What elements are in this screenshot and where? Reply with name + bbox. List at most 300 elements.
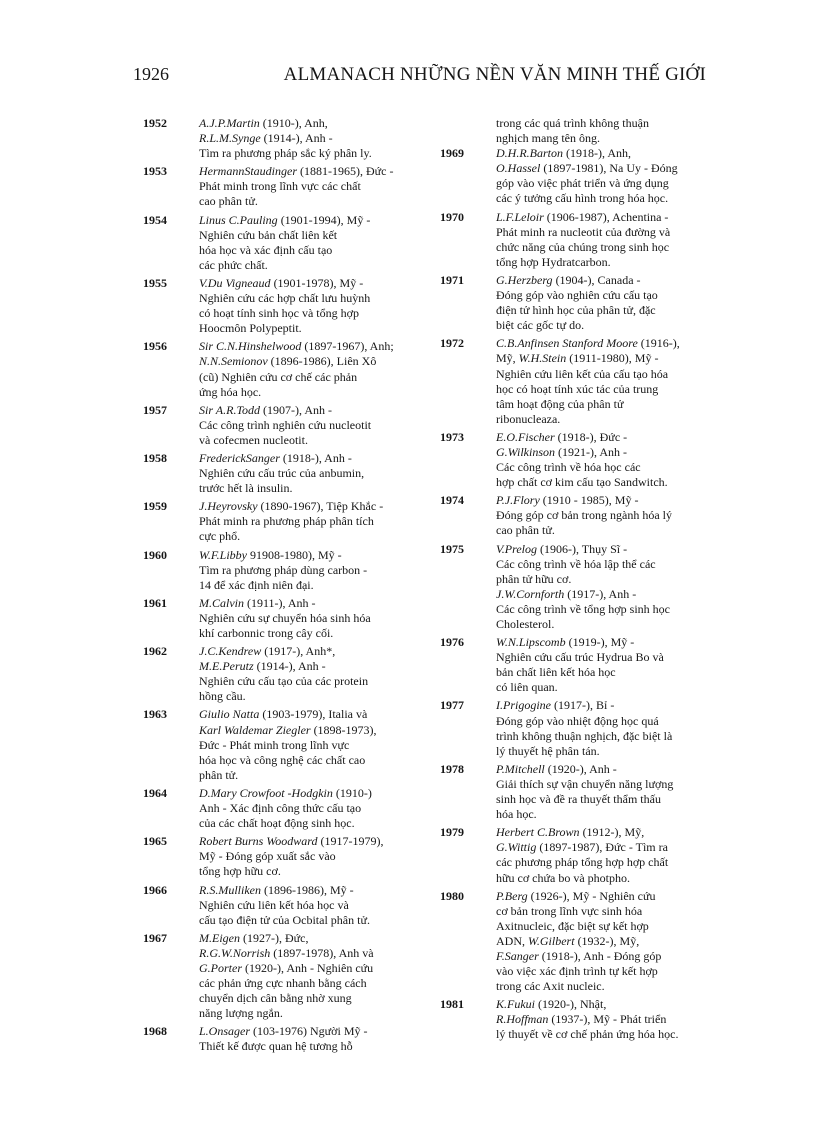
entry-segment: sinh học và đề ra thuyết thẩm thấu [496, 792, 661, 807]
entry-year: 1963 [143, 707, 167, 722]
entry-segment: khí carbonnic trong cây cối. [199, 626, 334, 640]
entry-line [199, 164, 428, 179]
entry-line [496, 303, 710, 318]
entry-segment: hóa học và xác định cấu tạo [199, 242, 333, 257]
entry-segment: cao phân tử. [496, 523, 555, 538]
entry-line [199, 213, 428, 228]
entry-text [199, 1024, 428, 1054]
entry-line [496, 475, 710, 490]
prize-entry [143, 707, 428, 782]
entry-segment: phân tử hữu cơ. [496, 571, 572, 586]
entry-segment: năng lượng ngắn. [199, 1006, 283, 1021]
entry-segment: điện tử hình học của phân tử, đặc [496, 303, 656, 318]
entry-segment: (1932-), Mỹ, [574, 933, 640, 948]
laureate-name: G.Wittig [496, 840, 537, 855]
entry-line [496, 904, 710, 919]
entry-segment: (1890-1967), Tiệp Khắc - [257, 499, 384, 514]
prize-entry [143, 276, 428, 336]
entry-segment: góp vào việc phát triển và ứng dụng [496, 176, 669, 191]
prize-entry [440, 997, 710, 1042]
entry-text [199, 596, 428, 641]
entry-segment: trong các Axit nucleic. [496, 979, 605, 994]
prize-entry [440, 762, 710, 822]
entry-year: 1975 [440, 541, 464, 556]
entry-segment: (1921-), Anh - [555, 444, 627, 459]
laureate-name: A.J.P.Martin [199, 116, 260, 130]
prize-entry [143, 451, 428, 496]
laureate-name: K.Fukui [496, 997, 535, 1012]
entry-segment: cực phổ. [199, 529, 241, 544]
entry-line [199, 659, 428, 674]
entry-segment: Nghiên cứu cấu trúc của anbumin, [199, 466, 365, 481]
entry-segment: Mỹ - Đóng góp xuất sắc vào [199, 849, 336, 864]
entry-line [199, 738, 428, 753]
entry-segment: Giải thích sự vận chuyển năng lượng [496, 776, 674, 791]
entry-line [496, 318, 710, 333]
entry-segment: Nghiên cứu cấu trúc Hydrua Bo và [496, 650, 664, 665]
entry-segment: (1918-), Anh - Đóng góp [538, 948, 662, 963]
entry-segment: (1917-), Bỉ - [551, 698, 615, 713]
entry-year: 1976 [440, 635, 464, 650]
entry-line [496, 729, 710, 744]
entry-line [496, 225, 710, 240]
entry-segment: (1919-), Mỹ - [565, 635, 635, 650]
entry-line [496, 602, 710, 617]
entry-line [199, 961, 428, 976]
entry-segment: lý thuyết về cơ chế phản ứng hóa học. [496, 1027, 679, 1042]
entry-segment: (1881-1965), Đức - [297, 164, 394, 179]
laureate-name: W.Gilbert [528, 933, 575, 948]
entry-line [199, 306, 428, 321]
laureate-name: R.L.M.Synge [199, 131, 261, 146]
entry-segment: (1927-), Đức, [240, 930, 309, 945]
entry-line [199, 514, 428, 529]
entry-line [199, 418, 428, 433]
prize-entry [440, 210, 710, 270]
entry-segment: Mỹ, [496, 351, 519, 366]
entry-text [199, 644, 428, 704]
entry-line [496, 964, 710, 979]
entry-line [199, 321, 428, 336]
entry-segment: các phản ứng cực nhanh bằng cách [199, 976, 367, 991]
entry-segment: (1914-), Anh - [260, 131, 333, 146]
entry-year: 1969 [440, 146, 464, 161]
entry-segment: Nghiên cứu sự chuyển hóa sinh hóa [199, 610, 371, 625]
entry-line [199, 674, 428, 689]
entry-line [496, 934, 710, 949]
entry-segment: cao phân tử. [199, 194, 258, 209]
entry-segment: 14 để xác định niên đại. [199, 577, 314, 592]
entry-text [496, 336, 710, 427]
prize-entry [440, 698, 710, 758]
entry-segment: (1898-1973), [310, 722, 377, 737]
entry-line [199, 466, 428, 481]
entry-segment: (1897-1967), Anh; [301, 339, 394, 354]
entry-line [199, 644, 428, 659]
page-number: 1926 [133, 64, 169, 84]
entry-year: 1968 [143, 1024, 167, 1039]
entry-segment: Tìm ra phương pháp sắc ký phân ly. [199, 146, 372, 161]
laureate-name: R.S.Mulliken [199, 882, 261, 897]
entry-line [199, 976, 428, 991]
entry-line [199, 991, 428, 1006]
entry-segment: (1897-1987), Đức - Tìm ra [536, 840, 668, 855]
laureate-name: FrederickSanger [199, 450, 280, 465]
entry-segment: Phát minh trong lĩnh vực các chất [199, 179, 361, 194]
entry-segment: (1896-1986), Liên Xô [267, 354, 377, 369]
entry-segment: cơ bản trong lĩnh vực sinh hóa [496, 903, 643, 918]
entry-segment: lý thuyết hệ phân tán. [496, 743, 600, 758]
entry-line: nghịch mang tên ông. [496, 131, 600, 146]
entry-year: 1966 [143, 882, 167, 897]
entry-segment: bản chất liên kết hóa học [496, 665, 616, 680]
entry-text [496, 889, 710, 995]
laureate-name: N.N.Semionov [199, 354, 268, 369]
entry-line [496, 460, 710, 475]
entry-line [496, 240, 710, 255]
entry-line [496, 1012, 710, 1027]
entry-line [496, 176, 710, 191]
laureate-name: R.Hoffman [496, 1012, 549, 1027]
prize-entry [143, 1024, 428, 1054]
entry-text [199, 883, 428, 928]
entry-line [496, 714, 710, 729]
entry-line [199, 385, 428, 400]
entry-segment: (1906-), Thụy Sĩ - [537, 541, 628, 556]
entry-text [496, 997, 710, 1042]
entry-text [199, 116, 428, 161]
entry-line [496, 825, 710, 840]
entry-text [199, 548, 428, 593]
entry-text [496, 210, 710, 270]
entry-segment: Nghiên cứu cấu tạo của các protein [199, 674, 369, 689]
entry-year: 1955 [143, 275, 167, 290]
entry-segment: Các công trình nghiên cứu nucleotit [199, 417, 372, 432]
entry-segment: Đức - Phát minh trong lĩnh vực [199, 737, 350, 752]
entry-segment: (1911-1980), Mỹ - [566, 351, 659, 366]
entry-segment: Đóng góp cơ bản trong ngành hóa lý [496, 508, 672, 523]
prize-entry [440, 493, 710, 538]
laureate-name: P.J.Flory [496, 493, 540, 508]
entry-segment: Thiết kế được quan hệ tương hỗ [199, 1039, 353, 1054]
entry-year: 1980 [440, 888, 464, 903]
page-header [133, 64, 706, 90]
laureate-name: HermannStaudinger [199, 164, 297, 179]
entry-line [199, 228, 428, 243]
entry-line [496, 949, 710, 964]
entry-segment: (1904-), Canada - [552, 272, 641, 287]
entry-line [496, 792, 710, 807]
entry-year: 1972 [440, 336, 464, 351]
prize-entry [143, 213, 428, 273]
prize-entry [143, 403, 428, 448]
entry-segment: (1918-), Đức - [554, 429, 628, 444]
entry-line [199, 179, 428, 194]
laureate-name: I.Prigogine [496, 698, 551, 713]
entry-line [496, 557, 710, 572]
entry-line [199, 258, 428, 273]
prize-entry [440, 889, 710, 995]
entry-line [199, 753, 428, 768]
laureate-name: L.Onsager [199, 1024, 251, 1039]
entry-line [199, 834, 428, 849]
entry-line [199, 931, 428, 946]
entry-segment: (1907-), Anh - [260, 402, 333, 417]
laureate-name: M.Eigen [199, 930, 240, 945]
entry-segment: tổng hợp hữu cơ. [199, 864, 281, 879]
prize-entry [440, 273, 710, 333]
entry-segment: có hoạt tính sinh học và tổng hợp [199, 306, 359, 321]
entry-segment: phân tử. [199, 767, 239, 782]
entry-segment: các phương pháp tổng hợp hợp chất [496, 855, 669, 870]
laureate-name: M.Calvin [199, 595, 244, 610]
laureate-name: J.W.Cornforth [496, 586, 565, 601]
continued-text [496, 116, 710, 146]
laureate-name: V.Prelog [496, 541, 537, 556]
entry-line [496, 979, 710, 994]
entry-line [496, 587, 710, 602]
laureate-name: J.Heyrovsky [199, 499, 258, 514]
entry-segment: hóa học. [496, 807, 537, 822]
entry-line [496, 191, 710, 206]
entry-line [496, 997, 710, 1012]
prize-entry [440, 635, 710, 695]
entry-segment: ribonucleaza. [496, 411, 561, 426]
entry-year: 1974 [440, 493, 464, 508]
entry-line [496, 871, 710, 886]
entry-segment: biệt các gốc tự do. [496, 318, 585, 333]
entry-segment: (1901-1978), Mỹ - [270, 275, 364, 290]
laureate-name: V.Du Vigneaud [199, 275, 271, 290]
laureate-name: Robert Burns Woodward [199, 834, 318, 849]
entry-line [199, 849, 428, 864]
entry-segment: (1901-1994), Mỹ - [277, 212, 371, 227]
prize-entry [143, 548, 428, 593]
entry-segment: và cofecmen nucleotit. [199, 432, 308, 447]
entry-line [199, 116, 428, 131]
entry-line [199, 626, 428, 641]
entry-text [496, 146, 710, 206]
entry-segment: hóa học và công nghệ các chất cao [199, 752, 366, 767]
entry-segment: chuyển dịch cân bằng nhờ xung [199, 991, 352, 1006]
entry-segment: Axitnucleic, đặc biệt sự kết hợp [496, 918, 649, 933]
entry-text [496, 825, 710, 885]
prize-entry [143, 116, 428, 161]
entry-text [496, 635, 710, 695]
entry-segment: của các chất hoạt động sinh học. [199, 816, 355, 831]
entry-line [199, 913, 428, 928]
entry-year: 1964 [143, 785, 167, 800]
prize-entry [143, 834, 428, 879]
laureate-name: P.Berg [496, 888, 528, 903]
entry-line [199, 1039, 428, 1054]
entry-text [496, 493, 710, 538]
entry-line [199, 707, 428, 722]
entry-segment: (1914-), Anh - [253, 659, 326, 674]
entry-line [199, 548, 428, 563]
entry-line [199, 403, 428, 418]
laureate-name: Sir A.R.Todd [199, 402, 261, 417]
entry-segment: Nghiên cứu liên kết hóa học và [199, 897, 349, 912]
entry-text [496, 542, 710, 633]
laureate-name: W.F.Libby [199, 547, 248, 562]
entry-line [199, 723, 428, 738]
laureate-name: G.Wilkinson [496, 444, 555, 459]
entry-line [496, 255, 710, 270]
entry-segment: Nghiên cứu bản chất liên kết [199, 227, 338, 242]
entry-line [199, 1006, 428, 1021]
entry-segment: (1918-), Anh, [563, 146, 631, 161]
entry-text [199, 403, 428, 448]
entry-year: 1965 [143, 834, 167, 849]
entry-text [199, 786, 428, 831]
prize-entry [440, 825, 710, 885]
entry-line [496, 161, 710, 176]
entry-year: 1957 [143, 402, 167, 417]
entry-segment: (1916-), [637, 336, 680, 351]
entry-year: 1979 [440, 825, 464, 840]
entry-segment: ứng hóa học. [199, 384, 262, 399]
entry-segment: (1912-), Mỹ, [579, 825, 645, 840]
entry-line [496, 617, 710, 632]
entry-segment: tâm hoạt động của phân tử [496, 396, 624, 411]
entry-line [199, 883, 428, 898]
entry-line [199, 131, 428, 146]
entry-line [496, 680, 710, 695]
entry-line: trong các quá trình không thuận [496, 116, 649, 130]
entry-segment: Nghiên cứu các hợp chất lưu huỳnh [199, 291, 371, 306]
entry-year: 1958 [143, 450, 167, 465]
entry-year: 1967 [143, 930, 167, 945]
entry-segment: Tìm ra phương pháp dùng carbon - [199, 562, 368, 577]
entry-line [199, 339, 428, 354]
entry-line [496, 744, 710, 759]
entry-line [496, 542, 710, 557]
entry-segment: (1910-) [332, 785, 372, 800]
entry-line [496, 397, 710, 412]
entry-year: 1971 [440, 272, 464, 287]
entry-line [199, 801, 428, 816]
entry-line [199, 194, 428, 209]
entry-line [199, 291, 428, 306]
entry-year: 1977 [440, 698, 464, 713]
entry-segment: (1896-1986), Mỹ - [260, 882, 354, 897]
entry-segment: trình không thuận nghịch, đặc biệt là [496, 728, 673, 743]
entry-segment: (1926-), Mỹ - Nghiên cứu [527, 888, 656, 903]
entry-line [199, 433, 428, 448]
prize-entry [143, 164, 428, 209]
laureate-name: G.Porter [199, 960, 242, 975]
entry-segment: Anh - Xác định công thức cấu tạo [199, 801, 362, 816]
entry-segment: chức năng của chúng trong sinh học [496, 239, 670, 254]
entry-segment: (1920-), Nhật, [535, 997, 607, 1012]
entry-line [199, 946, 428, 961]
entry-line [199, 578, 428, 593]
entry-text [496, 273, 710, 333]
entry-segment: (1897-1981), Na Uy - Đóng [540, 161, 678, 176]
entry-segment: (1910-), Anh, [259, 116, 328, 130]
entry-segment: (103-1976) Người Mỹ - [250, 1024, 368, 1039]
entry-year: 1952 [143, 116, 167, 130]
entry-line [199, 611, 428, 626]
entry-text [199, 499, 428, 544]
entry-line [496, 288, 710, 303]
entry-line [199, 451, 428, 466]
entry-segment: các ý tưởng cấu hình trong hóa học. [496, 191, 669, 206]
entry-segment: (1917-1979), [317, 834, 384, 849]
entry-segment: (1920-), Anh - Nghiên cứu [242, 960, 374, 975]
entry-segment: Các công trình về tổng hợp sinh học [496, 601, 670, 616]
entry-line [199, 563, 428, 578]
entry-line [496, 889, 710, 904]
entry-segment: Nghiên cứu liên kết của cấu tạo hóa [496, 366, 669, 381]
entry-segment: các phức chất. [199, 257, 268, 272]
entry-line [496, 336, 710, 351]
entry-line [199, 596, 428, 611]
laureate-name: Giulio Natta [199, 707, 260, 722]
entry-text [496, 430, 710, 490]
laureate-name: W.N.Lipscomb [496, 635, 566, 650]
entry-line [496, 698, 710, 713]
entry-year: 1970 [440, 209, 464, 224]
entry-segment: ADN, [496, 933, 528, 948]
entry-text [199, 164, 428, 209]
entry-line [199, 898, 428, 913]
running-title: ALMANACH NHỮNG NỀN VĂN MINH THẾ GIỚI [283, 64, 706, 85]
laureate-name: O.Hassel [496, 161, 541, 176]
entry-segment: (1918-), Anh - [279, 450, 352, 465]
entry-segment: Hoocmôn Polypeptit. [199, 321, 302, 336]
laureate-name: R.G.W.Norrish [199, 945, 271, 960]
entry-year: 1978 [440, 761, 464, 776]
entry-segment: (1917-), Anh*, [261, 644, 336, 659]
entry-segment: Đóng góp vào nhiệt động học quá [496, 713, 659, 728]
entry-year: 1973 [440, 429, 464, 444]
entry-text [199, 213, 428, 273]
entry-line [496, 493, 710, 508]
entry-line [496, 523, 710, 538]
entry-year: 1959 [143, 499, 167, 514]
entry-line [496, 210, 710, 225]
entry-segment: hồng cầu. [199, 689, 246, 704]
prize-entry [440, 430, 710, 490]
entry-segment: (1917-), Anh - [564, 586, 637, 601]
prize-entry [440, 542, 710, 633]
entry-text [199, 707, 428, 782]
entry-line [496, 412, 710, 427]
entry-text [199, 451, 428, 496]
entry-line [496, 572, 710, 587]
prize-entry [440, 336, 710, 427]
entry-segment: (1910 - 1985), Mỹ - [539, 493, 639, 508]
entry-line [496, 807, 710, 822]
laureate-name: P.Mitchell [496, 761, 545, 776]
entry-segment: (1897-1978), Anh và [270, 945, 374, 960]
entry-segment: Phát minh ra nucleotit của đường và [496, 224, 671, 239]
entry-segment: tổng hợp Hydratcarbon. [496, 254, 611, 269]
laureate-name: Karl Waldemar Ziegler [199, 722, 311, 737]
laureate-name: Linus C.Pauling [199, 212, 278, 227]
laureate-name: D.H.R.Barton [496, 146, 563, 161]
entry-segment: (1903-1979), Italia và [259, 707, 368, 722]
entry-line [199, 276, 428, 291]
left-column [143, 116, 428, 1058]
entry-line [199, 146, 428, 161]
entry-segment: Đóng góp vào nghiên cứu cấu tạo [496, 288, 658, 303]
prize-entry [143, 596, 428, 641]
entry-year: 1956 [143, 339, 167, 354]
entry-year: 1954 [143, 212, 167, 227]
